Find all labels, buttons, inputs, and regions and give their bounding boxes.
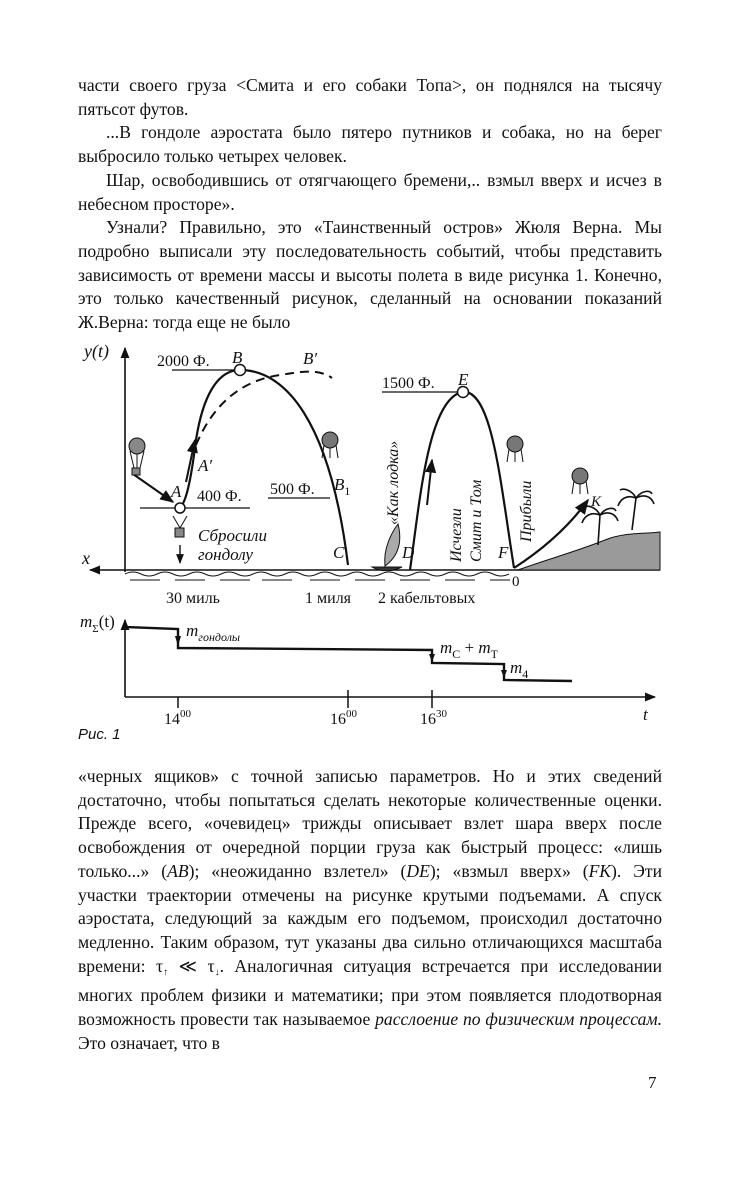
distance-30: 30 миль xyxy=(166,590,220,607)
label-A-prime: A′ xyxy=(198,456,213,475)
label-K: K xyxy=(591,494,602,510)
label-mc-mt: $m_С + m_Т$ xyxy=(440,638,499,661)
annotation-dropped-line1: Сбросили xyxy=(198,526,267,545)
label-D: D xyxy=(402,543,415,562)
label-400: 400 Ф. xyxy=(197,488,242,505)
arrow-up-DE xyxy=(427,460,432,505)
balloon-icon xyxy=(507,436,523,462)
label-2000: 2000 Ф. xyxy=(157,353,210,370)
drop-arrow-mc-mt xyxy=(429,654,435,662)
mass-axis-label: $m_\Sigma(t)$ xyxy=(80,612,115,635)
bottom-text-block xyxy=(78,765,662,1055)
point-A-marker xyxy=(175,503,185,513)
drop-arrow-m4 xyxy=(501,670,507,678)
gondola-icon xyxy=(173,516,187,563)
distance-1: 1 миля xyxy=(305,590,352,607)
figure-caption: Рис. 1 xyxy=(78,726,121,743)
time-label-1600: $16^{00}$ xyxy=(330,708,357,728)
time-label-1400: $14^{00}$ xyxy=(164,708,191,728)
y-axis-label: y(t) xyxy=(84,341,109,361)
balloon-icon xyxy=(129,438,145,475)
segment-to-A xyxy=(133,474,173,502)
distance-2: 2 кабельтовых xyxy=(378,590,476,607)
paragraph-3: Шар, освободившись от отягчающего бремени,.. взмыл вверх и исчез в небесном просторе». xyxy=(78,169,662,214)
balloon-icon xyxy=(572,468,588,494)
paragraph-4: Узнали? Правильно, это «Таинственный остров» Жюля Верна. Мы подробно выписали эту последовательность событий, чтобы представить зависимость от времени массы и высоты полета в виде рисунка 1. Конечно, это только качественный рисунок, сделанный на основании показаний Ж.Верна: тогда еще не было xyxy=(78,217,662,333)
annotation-like-boat: «Как лодка» xyxy=(385,440,402,525)
label-m-gondola: $m_{гондолы}$ xyxy=(186,621,241,644)
annotation-arrived: Прибыли xyxy=(518,480,535,542)
label-zero: 0 xyxy=(512,574,520,590)
paragraph-1: части своего груза <Смита и его собаки Топа>, он поднялся на тысячу пятьсот футов. xyxy=(78,75,662,119)
x-axis-label: x xyxy=(82,548,90,568)
label-m4: $m_4$ xyxy=(510,658,529,681)
label-A: A xyxy=(171,482,182,501)
water-surface xyxy=(125,572,509,576)
label-F: F xyxy=(498,543,509,562)
label-B: B xyxy=(232,348,243,367)
page-number: 7 xyxy=(648,1073,657,1092)
time-label-1630: $16^{30}$ xyxy=(420,708,447,728)
annotation-dropped-line2: гондолу xyxy=(198,545,253,564)
annotation-vanished-line1: Исчезли xyxy=(448,508,465,562)
label-500: 500 Ф. xyxy=(270,481,315,498)
label-B1: $B_1$ xyxy=(334,475,351,498)
paragraph-2: ...В гондоле аэростата было пятеро путников и собака, но на берег выбросило только четырех человек. xyxy=(78,122,662,167)
annotation-vanished-line2: Смит и Том xyxy=(468,479,485,562)
boat-icon xyxy=(372,524,402,571)
label-E: E xyxy=(458,370,469,389)
label-1500: 1500 Ф. xyxy=(382,375,435,392)
label-B-prime: B′ xyxy=(303,349,318,368)
paragraph-5: «черных ящиков» с точной записью параметров. Но и этих сведений достаточно, чтобы попытаться сделать некоторые количественные оценки. Прежде всего, «очевидец» трижды описывает взлет шара вверх после освобождения от очередной порции груза как быстрый процесс: «лишь только...» (AB); «неожиданно взлетел» (DE); «взмыл вверх» (FK). Эти участки траектории отмечены на рисунке крутыми подъемами. А спуск аэростата, следующий за каждым его подъемом, происходил достаточно медленно. Таким образом, тут указаны два сильно отличающихся масштаба времени: τ↑ ≪ τ↓. Аналогичная ситуация встречается при исследовании многих проблем физики и математики; при этом появляется плодотворная возможность провести так называемое расслоение по физическим процессам. Это означает, что в xyxy=(78,766,662,1053)
label-C: C xyxy=(333,543,345,562)
time-axis-label: t xyxy=(643,705,648,724)
